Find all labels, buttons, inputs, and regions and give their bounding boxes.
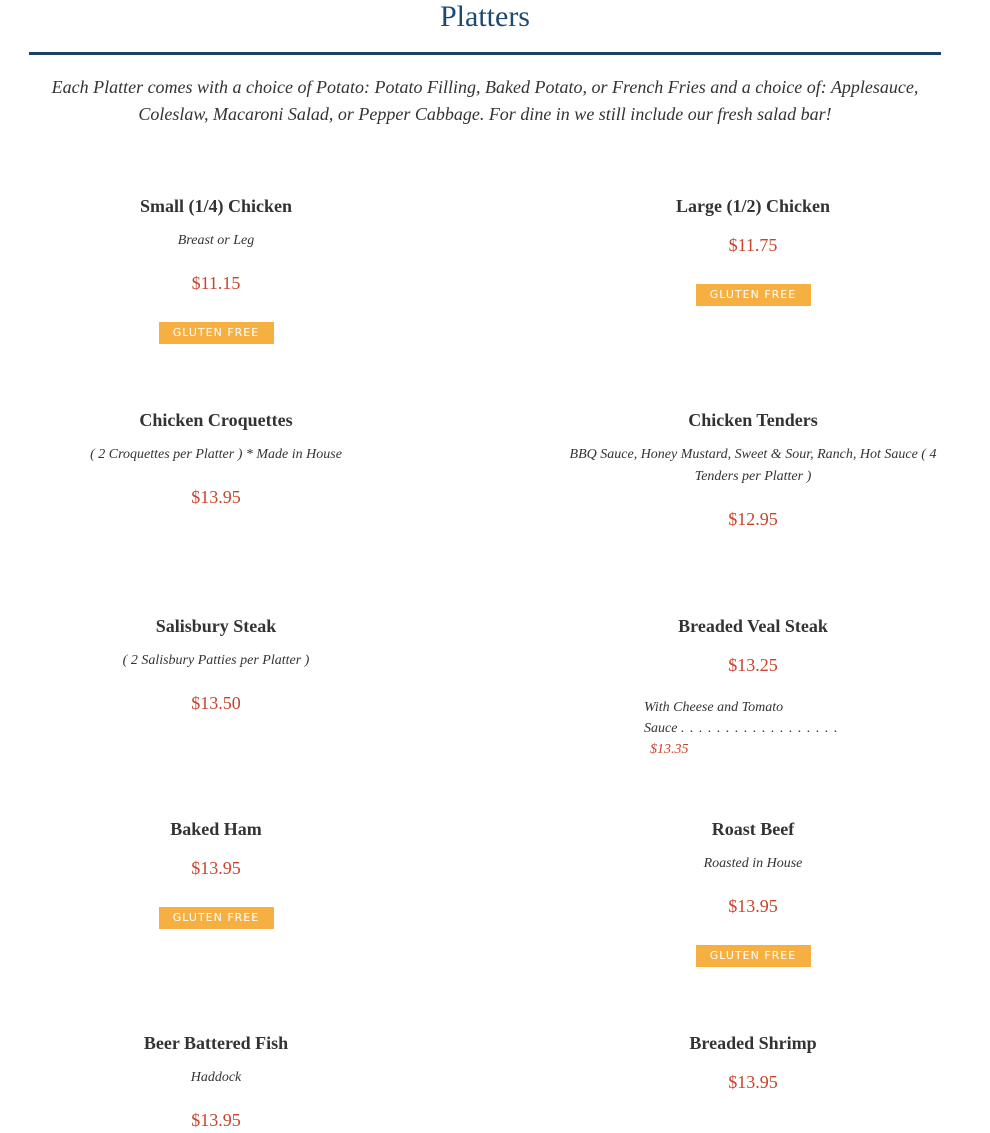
menu-item-roast-beef [553, 817, 953, 967]
menu-item-breaded-veal-steak [553, 614, 953, 677]
veal-option-cheese-tomato [644, 697, 874, 760]
option-leader-dots: . . . . . . . . . . . . . . . . . . [680, 721, 839, 736]
item-name: Large (1/2) Chicken [676, 196, 830, 216]
item-name: Beer Battered Fish [143, 1033, 289, 1053]
item-description: ( 2 Croquettes per Platter ) * Made in House [90, 447, 342, 462]
option-label-line1: With Cheese and Tomato [644, 700, 784, 715]
item-name: Roast Beef [711, 819, 795, 839]
item-name: Breaded Shrimp [689, 1033, 817, 1053]
menu-item-large-chicken [553, 194, 953, 306]
item-price: $13.95 [191, 487, 241, 507]
menu-item-chicken-croquettes [16, 408, 416, 509]
title-divider [29, 52, 941, 55]
item-price: $13.95 [191, 858, 241, 878]
platter-intro: Each Platter comes with a choice of Potato: Potato Filling, Baked Potato, or French Fries and a choice of: Applesauce, Coleslaw, Macaroni Salad, or Pepper Cabbage. For dine in we still include our fresh salad bar! [51, 77, 919, 124]
menu-item-chicken-tenders [563, 408, 943, 531]
menu-item-small-chicken [16, 194, 416, 344]
item-name: Small (1/4) Chicken [139, 196, 292, 216]
item-name: Chicken Croquettes [139, 410, 293, 430]
item-name: Breaded Veal Steak [678, 616, 828, 636]
gluten-free-badge: GLUTEN FREE [696, 945, 811, 967]
option-price: $13.35 [650, 742, 689, 757]
gluten-free-badge: GLUTEN FREE [159, 907, 274, 929]
item-price: $13.95 [728, 1072, 778, 1092]
menu-item-beer-battered-fish [16, 1031, 416, 1132]
item-price: $13.95 [191, 1110, 241, 1130]
item-name: Chicken Tenders [688, 410, 818, 430]
item-description: Roasted in House [703, 856, 803, 871]
item-description: Breast or Leg [177, 233, 255, 248]
item-price: $13.95 [728, 896, 778, 916]
item-name: Salisbury Steak [155, 616, 277, 636]
item-name: Baked Ham [170, 819, 262, 839]
item-price: $13.25 [728, 655, 778, 675]
item-price: $12.95 [728, 509, 778, 529]
item-description: Haddock [190, 1070, 242, 1085]
page-title: Platters [440, 0, 530, 33]
gluten-free-badge: GLUTEN FREE [696, 284, 811, 306]
item-price: $13.50 [191, 693, 241, 713]
gluten-free-badge: GLUTEN FREE [159, 322, 274, 344]
item-description: ( 2 Salisbury Patties per Platter ) [122, 653, 310, 668]
item-price: $11.75 [728, 235, 778, 255]
menu-item-salisbury-steak [16, 614, 416, 715]
item-price: $11.15 [191, 273, 241, 293]
menu-item-baked-ham [16, 817, 416, 929]
option-label-line2: Sauce [644, 721, 678, 736]
item-description: BBQ Sauce, Honey Mustard, Sweet & Sour, Ranch, Hot Sauce ( 4 Tenders per Platter ) [569, 447, 937, 484]
menu-item-breaded-shrimp [553, 1031, 953, 1094]
